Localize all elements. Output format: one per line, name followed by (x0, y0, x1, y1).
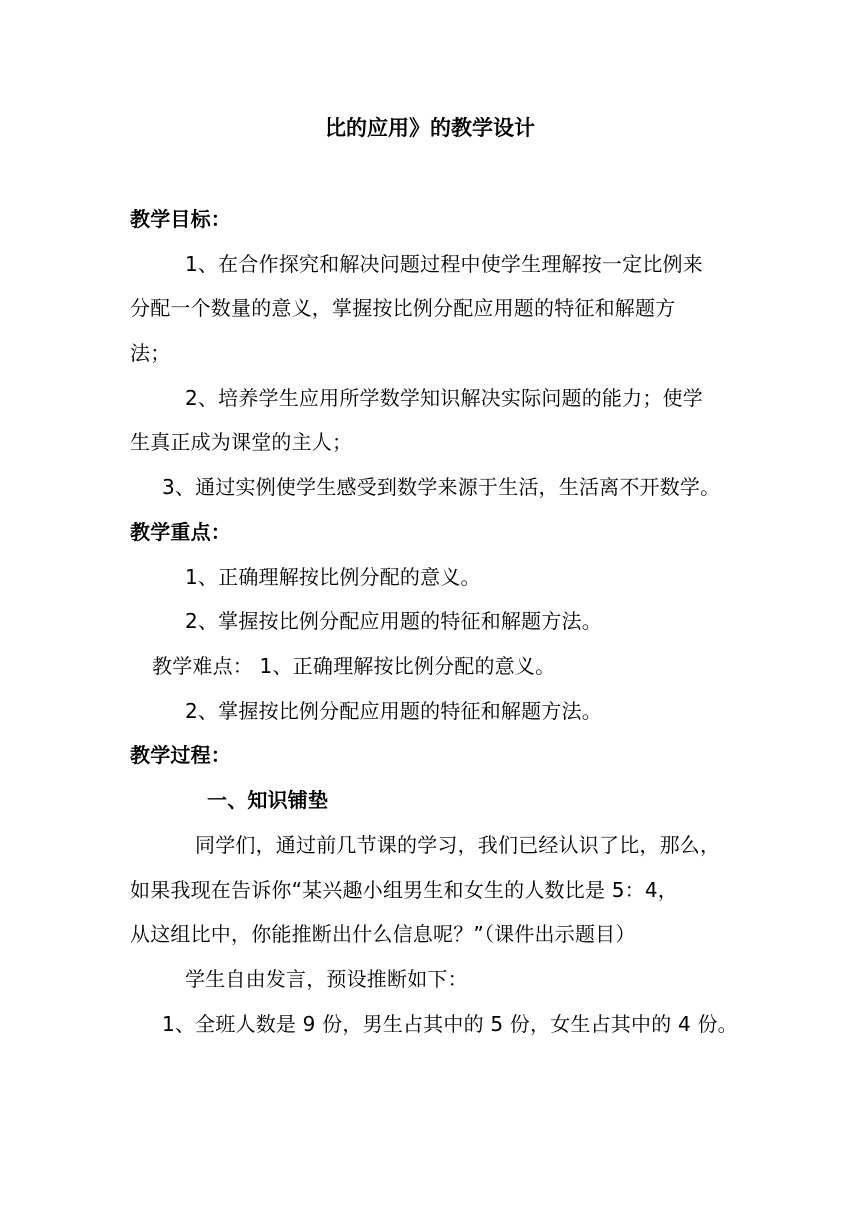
key-point-2: 2、掌握按比例分配应用题的特征和解题方法。 (185, 609, 602, 633)
key-point-1: 1、正确理解按比例分配的意义。 (185, 565, 481, 589)
objective-1-line-1: 1、在合作探究和解决问题过程中使学生理解按一定比例来 (185, 252, 703, 276)
inference-1: 1、全班人数是 9 份，男生占其中的 5 份，女生占其中的 4 份。 (162, 1012, 738, 1036)
difficulty-line-2: 2、掌握按比例分配应用题的特征和解题方法。 (185, 699, 602, 723)
objective-2-line-1: 2、培养学生应用所学数学知识解决实际问题的能力；使学 (185, 386, 703, 410)
document-title: 比的应用》的教学设计 (325, 116, 535, 140)
paragraph-line-1: 同学们，通过前几节课的学习，我们已经认识了比，那么， (195, 833, 721, 857)
objective-1-line-2: 分配一个数量的意义，掌握按比例分配应用题的特征和解题方 (130, 296, 676, 320)
objective-2-line-2: 生真正成为课堂的主人； (130, 430, 353, 454)
student-response-intro: 学生自由发言，预设推断如下： (185, 967, 468, 991)
section-heading-objectives: 教学目标： (130, 207, 231, 231)
section-heading-process: 教学过程： (130, 743, 231, 767)
objective-1-line-3: 法； (130, 341, 171, 365)
paragraph-line-2: 如果我现在告诉你“某兴趣小组男生和女生的人数比是 5：4， (130, 878, 678, 902)
difficulty-line-1: 教学难点： 1、正确理解按比例分配的意义。 (152, 654, 556, 678)
objective-3-line: 3、通过实例使学生感受到数学来源于生活，生活离不开数学。 (162, 475, 721, 499)
section-heading-key-points: 教学重点： (130, 520, 231, 544)
paragraph-line-3: 从这组比中，你能推断出什么信息呢？”（课件出示题目） (130, 922, 636, 946)
subsection-heading-knowledge: 一、知识铺垫 (207, 788, 329, 812)
